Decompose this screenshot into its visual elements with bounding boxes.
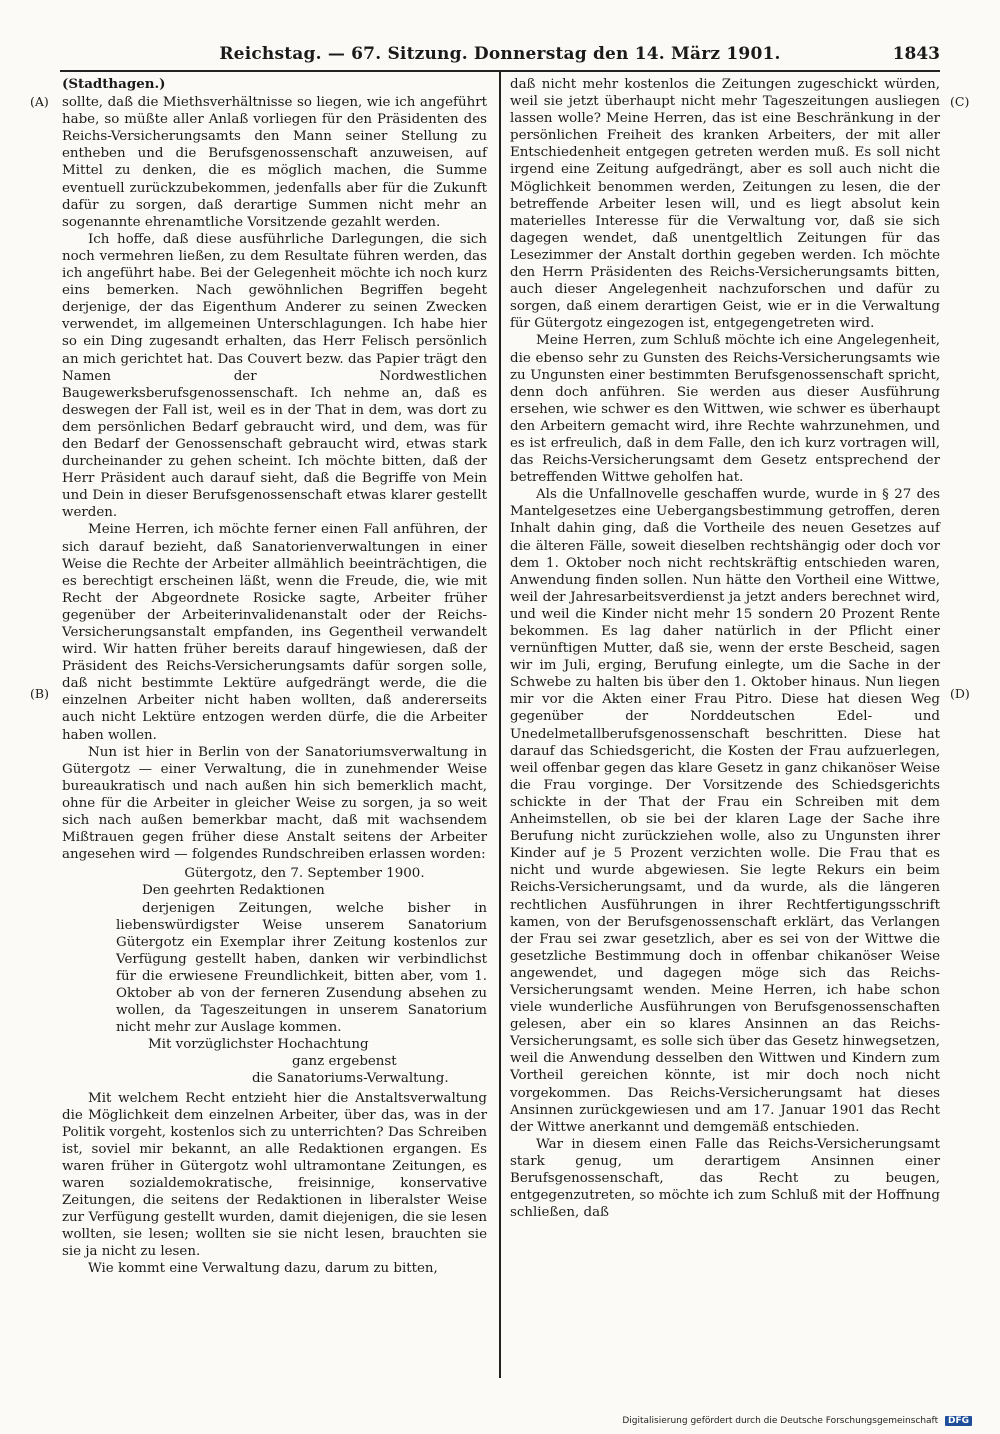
paragraph: Mit welchem Recht entzieht hier die Anstaltsverwaltung die Möglichkeit dem einzelnen Arbeiter, über das, was in der Politik vorgeht, kostenlos sich zu unterrichten? Das Schreiben ist, soviel mir bekannt, an alle Redaktionen ergangen. Es waren früher in Gütergotz wohl ultramontane Zeitungen, es waren sozialdemokratische, freisinnige, konservative Zeitungen, die seitens der Redaktionen in liberalster Weise zur Verfügung gestellt wurden, damit diejenigen, die sie lesen wollten, sie lesen; wollten sie sie nicht lesen, brauchten sie sie ja nicht zu lesen. [62,1090,487,1260]
footer-text: Digitalisierung gefördert durch die Deutsche Forschungsgemeinschaft [622,1416,939,1426]
quoted-circular [62,865,487,1087]
paragraph: sollte, daß die Miethsverhältnisse so liegen, wie ich angeführt habe, so müßte aller Anlaß vorliegen für den Präsidenten des Reichs-Versicherungsamts den Mann seiner Stellung zu entheben und die Berufsgenossenschaft anzuweisen, auf Mittel zu denken, die es möglich machen, die Summe eventuell zurückzubekommen, jedenfalls aber für die Zukunft dafür zu sorgen, daß derartige Summen nicht mehr an sogenannte ehrenamtliche Vorsitzende gezahlt werden. [62,95,487,230]
margin-marker-d: (D) [950,686,970,701]
paragraph: War in diesem einen Falle das Reichs-Versicherungsamt stark genug, um derartigem Ansinnen einer Berufsgenossenschaft, das Recht zu beugen, entgegenzutreten, so möchte ich zum Schluß mit der Hoffnung schließen, daß [510,1136,940,1221]
page-number: 1843 [892,44,940,64]
paragraph: Ich hoffe, daß diese ausführliche Darlegungen, die sich noch vermehren ließen, zu dem Resultate führen werden, das ich angeführt habe. Bei der Gelegenheit möchte ich noch kurz eins bemerken. Nach gewöhnlichen Begriffen begeht derjenige, der das Eigenthum Anderer zu seinen Zwecken verwendet, im allgemeinen Unterschlagungen. Ich habe hier so ein Ding zugesandt erhalten, das Herr Felisch persönlich an mich gerichtet hat. Das Couvert bezw. das Papier trägt den Namen der Nordwestlichen Baugewerksberufsgenossenschaft. Ich nehme an, daß es deswegen der Fall ist, weil es in der That in dem, was dort zu dem persönlichen Bedarf gebraucht wird, und dem, was für den Bedarf der Genossenschaft gebraucht wird, etwas stark durcheinander zu gehen scheint. Ich möchte bitten, daß der Herr Präsident auch darauf sieht, daß die Begriffe von Mein und Dein in dieser Berufsgenossenschaft etwas klarer gestellt werden. [62,231,487,521]
letter-addressee: Den geehrten Redaktionen [142,883,325,899]
header-title: Reichstag. — 67. Sitzung. Donnerstag den 14. März 1901. [219,44,781,64]
letter-body: derjenigen Zeitungen, welche bisher in liebenswürdigster Weise unserem Sanatorium Gütergotz ein Exemplar ihrer Zeitung kostenlos zur Verfügung gestellt haben, danken wir verbindlichst für die erwiesene Freundlichkeit, bitten aber, vom 1. Oktober ab von der ferneren Zusendung absehen zu wollen, da Tageszeitungen in unserem Sanatorium nicht mehr zur Auslage kommen. [116,900,487,1036]
margin-marker-b: (B) [30,686,49,701]
right-column [510,76,940,1221]
speaker-label: (Stadthagen.) [62,76,166,92]
paragraph: Meine Herren, zum Schluß möchte ich eine Angelegenheit, die ebenso sehr zu Gunsten des Reichs-Versicherungsamts wie zu Ungunsten einer bestimmten Berufsgenossenschaft spricht, denn doch anführen. Sie werden aus dieser Ausführung ersehen, wie schwer es den Wittwen, wie schwer es überhaupt den Arbeitern gemacht wird, ihre Rechte wahrzunehmen, und es ist erfreulich, daß in dem Falle, den ich kurz vortragen will, das Reichs-Versicherungsamt dem Gesetz entsprechend der betreffenden Wittwe geholfen hat. [510,333,940,486]
paragraph: daß nicht mehr kostenlos die Zeitungen zugeschickt würden, weil sie jetzt überhaupt nicht mehr Tageszeitungen ausliegen lassen wolle? Meine Herren, das ist eine Beschränkung in der persönlichen Freiheit des kranken Arbeiters, der mit aller Entschiedenheit entgegen getreten werden muß. Es soll nicht irgend eine Zeitung aufgedrängt, aber es soll auch nicht die Möglichkeit benommen werden, Zeitungen zu lesen, die der betreffende Arbeiter lesen will, und es liegt absolut kein materielles Interesse für die Verwaltung vor, daß sie sich dagegen wendet, daß unentgeltlich Zeitungen für das Lesezimmer der Anstalt dorthin gegeben werden. Ich möchte den Herrn Präsidenten des Reichs-Versicherungsamts bitten, auch dieser Angelegenheit nachzuforschen und dafür zu sorgen, daß einem derartigen Geist, wie er in die Verwaltung für Gütergotz eingezogen ist, entgegengetreten wird. [510,77,940,332]
margin-marker-a: (A) [30,94,49,109]
paragraph: Meine Herren, ich möchte ferner einen Fall anführen, der sich darauf bezieht, daß Sanatorienverwaltungen in einer Weise die Rechte der Arbeiter allmählich beeinträchtigen, die es berechtigt erscheinen läßt, wenn die Freude, die, wie mit Recht der Abgeordnete Rosicke sagte, Arbeiter früher gegenüber der Arbeiterinvalidenanstalt oder der Reichs-Versicherungsanstalt empfanden, ins Gegentheil verwandelt wird. Wir hatten früher bereits darauf hingewiesen, daß der Präsident des Reichs-Versicherungsamts dafür sorgen solle, daß nicht bestimmte Lektüre aufgedrängt werde, die die einzelnen Arbeiter nicht haben wollten, daß andererseits auch nicht Lektüre entzogen werden dürfe, die die Arbeiter haben wollen. [62,522,487,743]
letter-closing: Mit vorzüglichster Hochachtung [148,1037,369,1053]
letter-place-date: Gütergotz, den 7. September 1900. [184,866,425,882]
paragraph: Wie kommt eine Verwaltung dazu, darum zu bitten, [88,1261,438,1277]
dfg-logo-icon: DFG [945,1416,972,1426]
left-column [62,76,487,1278]
footer-credit [622,1416,972,1426]
paragraph: Nun ist hier in Berlin von der Sanatoriumsverwaltung in Gütergotz — einer Verwaltung, die in zunehmender Weise bureaukratisch und nach außen hin sich bemerklich macht, ohne für die Arbeiter in gleicher Weise zu sorgen, ja so weit sich nach außen bemerkbar macht, daß mit wachsendem Mißtrauen gegen früher diese Anstalt seitens der Arbeiter angesehen wird — folgendes Rundschreiben erlassen worden: [62,744,487,863]
paragraph: Als die Unfallnovelle geschaffen wurde, wurde in § 27 des Mantelgesetzes eine Uebergangsbestimmung getroffen, deren Inhalt dahin ging, daß die Vortheile des neuen Gesetzes auf die älteren Fälle, soweit dieselben rechtshängig oder doch vor dem 1. Oktober noch nicht rechtskräftig entschieden waren, Anwendung finden sollen. Nun hätte den Vortheil eine Wittwe, weil der Jahresarbeitsverdienst ja jetzt anders berechnet wird, und weil die Kinder nicht mehr 15 sondern 20 Prozent Rente bekommen. Es lag daher natürlich in der Pflicht einer vernünftigen Mutter, daß sie, wenn der erste Bescheid, sagen wir im Juli, erging, Berufung einlegte, um die Sache in der Schwebe zu halten bis über den 1. Oktober hinaus. Nun liegen mir vor die Akten einer Frau Pitro. Diese hat diesen Weg gegenüber der Norddeutschen Edel- und Unedelmetallberufsgenossenschaft beschritten. Diese hat darauf das Schiedsgericht, die Kosten der Frau aufzuerlegen, weil offenbar gegen das klare Gesetz in ganz chikanöser Weise die Frau vorginge. Der Vorsitzende des Schiedsgerichts schickte in der That der Frau ein Schreiben mit dem Anheimstellen, ob sie bei der klaren Lage der Sache ihre Berufung nicht zurückziehen wolle, also zu Ungunsten ihrer Kinder auf je 5 Prozent verzichten wolle. Die Frau that es nicht und wurde abgewiesen. Sie legte Rekurs ein beim Reichs-Versicherungsamt, und da wurde, als die längeren rechtlichen Ausführungen in ihrer Rechtfertigungsschrift kamen, von der Berufsgenossenschaft erklärt, das Verlangen der Frau sei zwar gesetzlich, aber es sei von der Wittwe die gesetzliche Bestimmung doch in offenbar chikanöser Weise angewendet, und dagegen möge sich das Reichs-Versicherungsamt wenden. Meine Herren, ich habe schon viele wunderliche Ausführungen von Berufsgenossenschaften gelesen, aber ein so klares Ansinnen an das Reichs-Versicherungsamt, es solle sich über das Gesetz hinwegsetzen, weil die Anwendung desselben den Wittwen und Kindern zum Vortheil gereichen könnte, ist mir doch noch nicht vorgekommen. Das Reichs-Versicherungsamt hat dieses Ansinnen zurückgewiesen und am 17. Januar 1901 das Recht der Wittwe anerkannt und demgemäß entschieden. [510,487,940,1135]
letter-signature: die Sanatoriums-Verwaltung. [252,1071,449,1087]
margin-marker-c: (C) [950,94,970,109]
letter-closing: ganz ergebenst [292,1054,397,1070]
column-divider [499,70,501,1378]
